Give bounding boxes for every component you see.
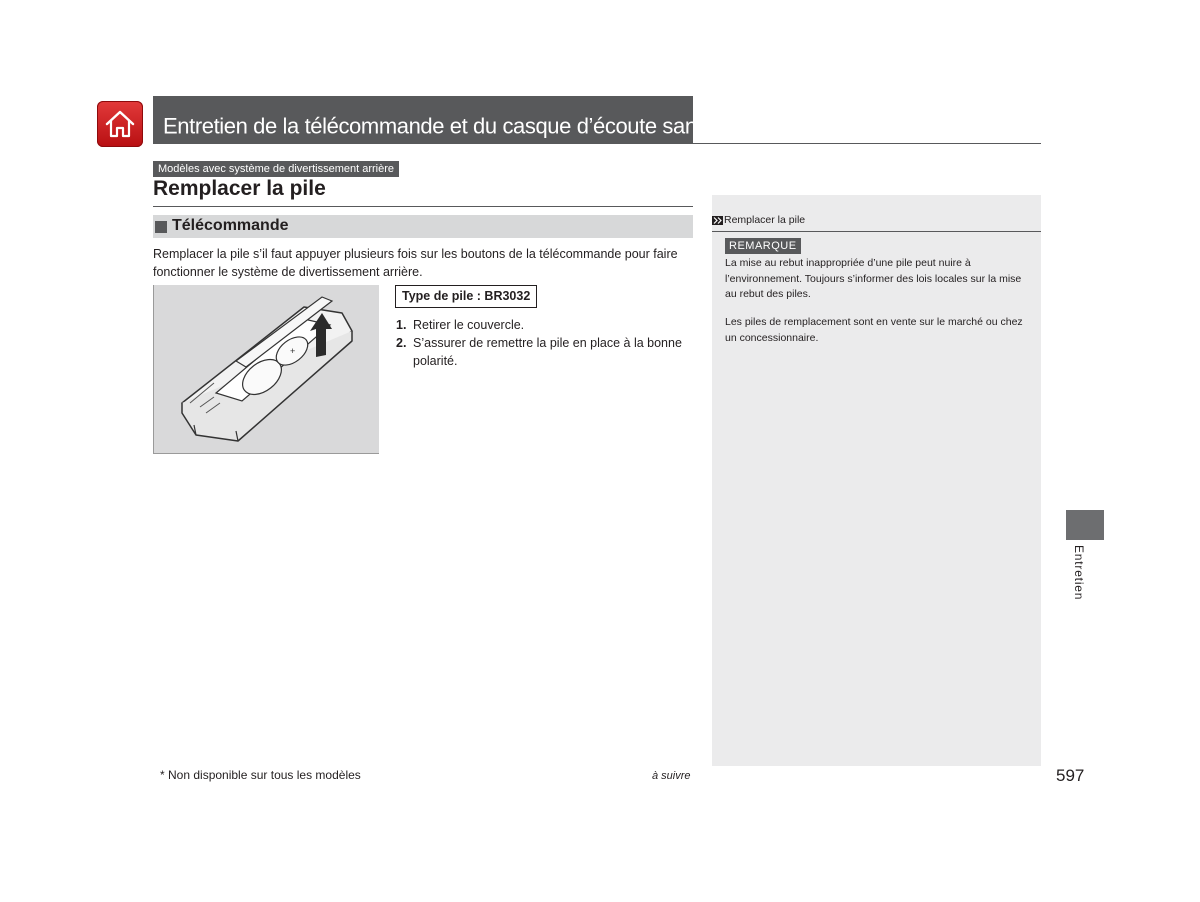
svg-text:+: + <box>290 346 296 356</box>
step-text: Retirer le couvercle. <box>413 318 525 332</box>
double-chevron-icon <box>712 216 723 225</box>
header-rule <box>693 143 1041 144</box>
step-item <box>396 316 696 334</box>
page-title: Entretien de la télécommande et du casque d’écoute sans fil* <box>163 113 733 139</box>
asterisk-mark: * <box>727 113 733 128</box>
step-text: S’assurer de remettre la pile en place à la bonne polarité. <box>413 336 682 368</box>
footnote: * Non disponible sur tous les modèles <box>160 768 361 782</box>
intro-text: Remplacer la pile s’il faut appuyer plusieurs fois sur les boutons de la télécommande pour faire fonctionner le système de divertissement arrière. <box>153 247 678 279</box>
step-number: 1. <box>396 318 407 332</box>
subsection-marker <box>155 221 167 233</box>
side-note-paragraph: La mise au rebut inappropriée d’une pile peut nuire à l’environnement. Toujours s’informer des lois locales sur la mise au rebut des piles. <box>725 257 1022 300</box>
model-tag: Modèles avec système de divertissement arrière <box>153 161 399 177</box>
remark-badge: REMARQUE <box>725 238 801 254</box>
side-rule <box>712 231 1041 232</box>
chapter-label: Entretien <box>1072 545 1086 601</box>
side-reference-link[interactable] <box>712 214 805 226</box>
remote-illustration <box>153 285 379 454</box>
chapter-tab[interactable] <box>1066 510 1104 540</box>
continued-label: à suivre <box>652 770 691 782</box>
side-note-paragraph: Les piles de remplacement sont en vente sur le marché ou chez un concessionnaire. <box>725 316 1023 344</box>
home-icon <box>104 108 136 140</box>
battery-type-box: Type de pile : BR3032 <box>395 285 537 308</box>
page-number: 597 <box>1056 766 1085 785</box>
remote-battery-illustration <box>154 285 379 453</box>
section-rule <box>153 206 693 207</box>
side-reference-label: Remplacer la pile <box>724 214 806 226</box>
section-title: Remplacer la pile <box>153 177 326 200</box>
home-button[interactable] <box>97 101 143 147</box>
step-item <box>396 334 696 370</box>
step-number: 2. <box>396 336 407 350</box>
subsection-title: Télécommande <box>172 217 289 234</box>
